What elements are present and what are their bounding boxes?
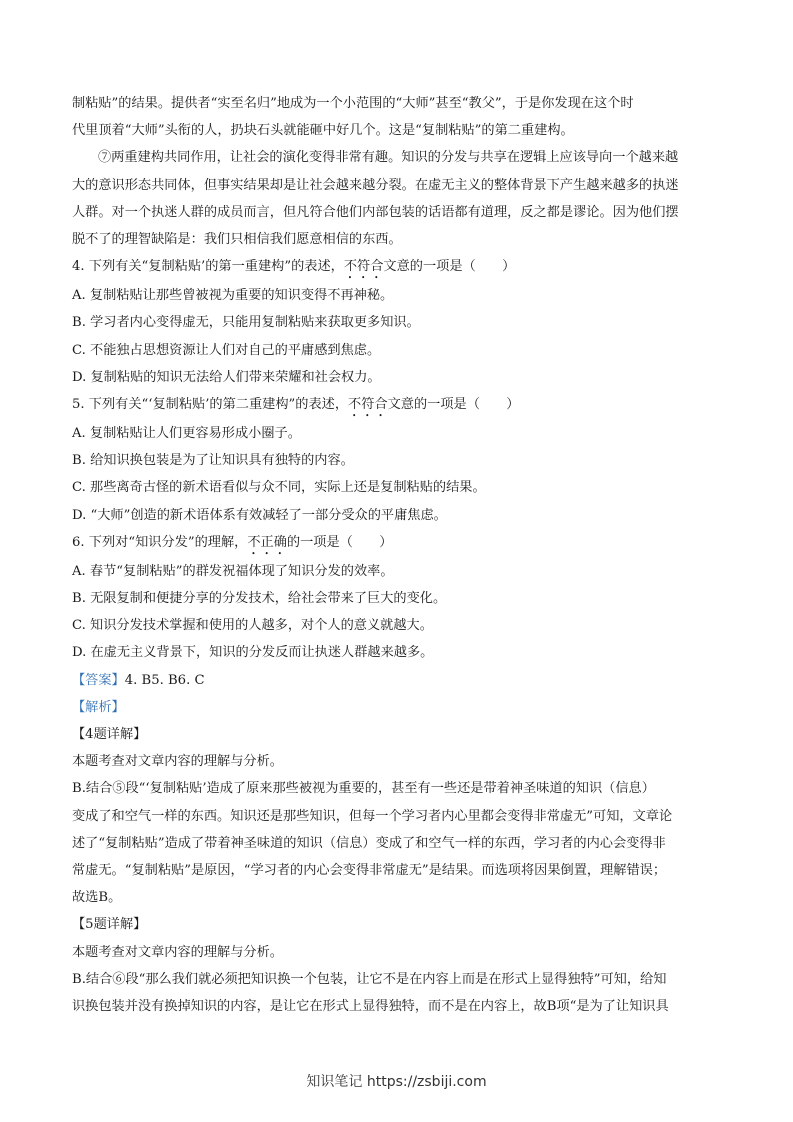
section-heading: 【4题详解】 (72, 727, 147, 743)
emphasis-text: 不符合 (343, 259, 384, 275)
answer-label: 【答案】 (72, 672, 125, 688)
answer-line (72, 667, 724, 694)
analysis-line: 述了“复制粘贴”造成了带着神圣味道的知识（信息）变成了和空气一样的东西，学习者的内心会变得非 (72, 835, 666, 851)
page-footer: 知识笔记 https://zsbiji.com (306, 1074, 487, 1090)
option-d: D. 复制粘贴的知识无法给人们带来荣耀和社会权力。 (72, 369, 381, 385)
option-a: A. 复制粘贴让人们更容易形成小圈子。 (72, 426, 301, 442)
analysis-line: 故选B。 (72, 890, 122, 906)
analysis-line: 变成了和空气一样的东西。知识还是那些知识，但每一个学习者内心里都会变得非常虚无”可知，文章论 (72, 808, 673, 824)
analysis-line: 本题考查对文章内容的理解与分析。 (72, 944, 283, 960)
option-d: D. 在虚无主义背景下，知识的分发反而让执迷人群越来越多。 (72, 645, 434, 661)
question-stem-text: 文意的一项是（ ） (387, 397, 520, 413)
option-d: D. “大师”创造的新术语体系有效减轻了一部分受众的平庸焦虑。 (72, 507, 447, 523)
analysis-label: 【解析】 (72, 699, 125, 715)
paragraph-line: 大的意识形态共同体，但事实结果却是让社会越来越分裂。在虚无主义的整体背景下产生越来越多的执迷 (72, 177, 679, 193)
section-heading: 【5题详解】 (72, 917, 147, 933)
paragraph-line: 脱不了的理智缺陷是：我们只相信我们愿意相信的东西。 (72, 232, 402, 248)
option-a: A. 复制粘贴让那些曾被视为重要的知识变得不再神秘。 (72, 288, 394, 304)
paragraph-line: 人群。对一个执迷人群的成员而言，但凡符合他们内部包装的话语都有道理，反之都是谬论。因为他们摆 (72, 204, 679, 220)
question-4-stem (72, 253, 724, 282)
emphasis-text: 不符合 (348, 397, 388, 413)
option-c: C. 知识分发技术掌握和使用的人越多，对个人的意义就越大。 (72, 618, 433, 634)
option-c: C. 那些离奇古怪的新术语看似与众不同，实际上还是复制粘贴的结果。 (72, 480, 486, 496)
option-b: B. 给知识换包装是为了让知识具有独特的内容。 (72, 453, 354, 469)
analysis-line: 常虚无。“复制粘贴”是原因，“学习者的内心会变得非常虚无”是结果。而选项将因果倒置，理解错误； (72, 863, 667, 879)
analysis-line: 识换包装并没有换掉知识的内容，是让它在形式上显得独特，而不是在内容上，故B项“是为了让知识具 (72, 999, 669, 1015)
answer-text: 4. B5. B6. C (124, 672, 205, 688)
paragraph-line: 代里顶着“大师”头衔的人，扔块石头就能砸中好几个。这是“复制粘贴”的第二重建构。 (72, 123, 574, 139)
emphasis-text: 不正确 (247, 534, 287, 550)
option-b: B. 无限复制和便捷分享的分发技术，给社会带来了巨大的变化。 (72, 591, 447, 607)
question-stem-text: 4. 下列有关“复制粘贴’的第一重建构”的表述， (72, 259, 344, 275)
paragraph-line: ⑦两重建构共同作用，让社会的演化变得非常有趣。知识的分发与共享在逻辑上应该导向一个越来越 (98, 150, 679, 166)
option-a: A. 春节“复制粘贴”的群发祝福体现了知识分发的效率。 (72, 563, 394, 579)
question-stem-text: 6. 下列对“知识分发”的理解， (72, 534, 248, 550)
paragraph-line: 制粘贴”的结果。提供者“实至名归”地成为一个小范围的“大师”甚至“教父”，于是你发现在这个时 (72, 96, 634, 111)
analysis-line: B.结合⑥段“那么我们就必须把知识换一个包装，让它不是在内容上而是在形式上显得独特”可知，给知 (72, 971, 667, 987)
option-b: B. 学习者内心变得虚无，只能用复制粘贴来获取更多知识。 (72, 315, 420, 331)
analysis-line: 本题考查对文章内容的理解与分析。 (72, 754, 283, 770)
analysis-line: B.结合⑤段“‘复制粘贴’造成了原来那些被视为重要的，甚至有一些还是带着神圣味道的知识（信息） (72, 781, 655, 797)
document-body (72, 90, 724, 1020)
option-c: C. 不能独占思想资源让人们对自己的平庸感到焦虑。 (72, 342, 381, 358)
question-5-stem (72, 391, 724, 420)
question-stem-text: 5. 下列有关“‘复制粘贴’的第二重建构”的表述， (72, 397, 349, 413)
question-stem-text: 的一项是（ ） (286, 534, 393, 550)
question-stem-text: 文意的一项是（ ） (383, 259, 516, 275)
question-6-stem (72, 529, 724, 558)
